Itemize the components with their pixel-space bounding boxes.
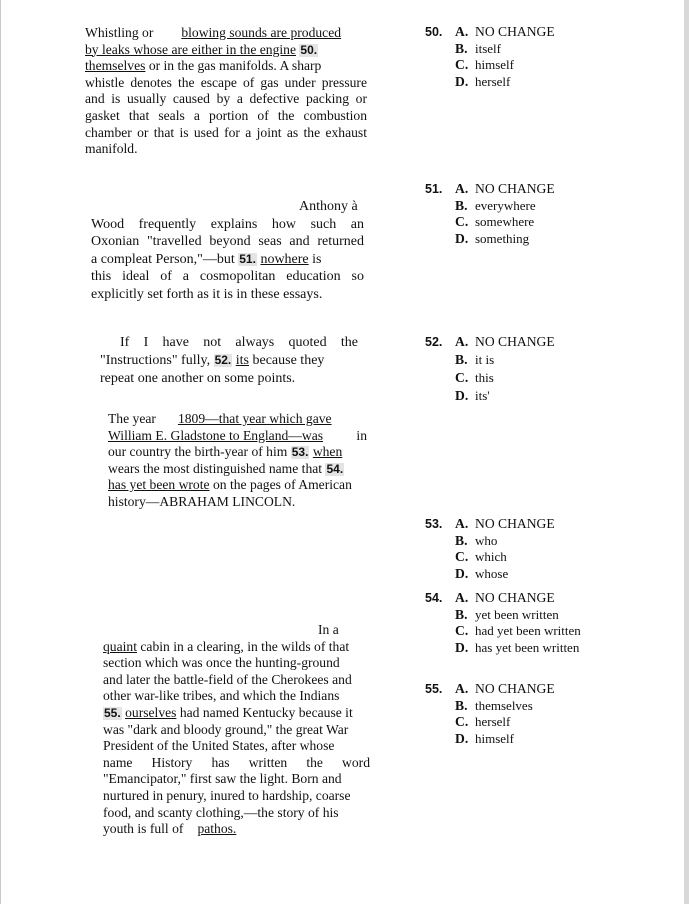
passage-line <box>100 352 358 370</box>
option-text: everywhere <box>475 197 536 213</box>
question-block-51 <box>425 181 555 247</box>
underlined-text: ourselves <box>125 704 177 720</box>
underlined-text: William E. Gladstone to England—was <box>108 427 324 443</box>
option-letter: A. <box>455 24 469 39</box>
option-text: yet been written <box>475 606 559 622</box>
page-right-edge <box>684 0 689 904</box>
passage-line: this ideal of a cosmopolitan education so <box>91 269 364 285</box>
option-letter: B. <box>455 40 468 56</box>
passage-line: other war-like tribes, and which the Indians <box>103 688 340 704</box>
question-marker-50[interactable]: 50. <box>300 42 318 57</box>
question-number: 54. <box>425 591 443 605</box>
passage-line: food, and scanty clothing,—the story of his <box>103 804 339 820</box>
passage-line <box>91 198 364 216</box>
passage-paragraph-2 <box>91 198 364 304</box>
option-letter: A. <box>455 181 469 196</box>
passage-line: explicitly set forth as it is in these essays. <box>91 286 323 302</box>
passage-line: and later the battle-field of the Cherokees and <box>103 671 352 687</box>
option-c[interactable] <box>425 369 555 387</box>
passage-text: had named Kentucky because it <box>179 704 353 720</box>
option-text: NO CHANGE <box>475 681 555 696</box>
option-d[interactable] <box>425 74 555 91</box>
option-a[interactable] <box>425 333 555 351</box>
option-c[interactable] <box>425 623 581 640</box>
option-b[interactable] <box>425 533 555 550</box>
option-text: NO CHANGE <box>475 516 555 531</box>
passage-line <box>108 477 367 494</box>
option-d[interactable] <box>425 387 555 405</box>
option-letter: A. <box>455 516 469 531</box>
option-letter: A. <box>455 681 469 696</box>
passage-line: gasket that seals a portion of the combustion <box>85 107 367 123</box>
underlined-text: nowhere <box>260 251 309 267</box>
passage-line: Oxonian "travelled beyond seas and returned <box>91 234 364 250</box>
underlined-text: pathos. <box>197 821 237 837</box>
passage-text: wears the most distinguished name that <box>108 460 323 476</box>
option-text: herself <box>475 714 511 729</box>
option-d[interactable] <box>425 566 555 583</box>
underlined-text: quaint <box>103 638 137 654</box>
option-text: himself <box>475 57 514 72</box>
passage-line: repeat one another on some points. <box>100 371 296 386</box>
underlined-text: blowing sounds are produced <box>181 25 342 40</box>
passage-paragraph-1 <box>85 25 367 158</box>
option-c[interactable] <box>425 57 555 74</box>
question-marker-55[interactable]: 55. <box>104 705 121 720</box>
underlined-text: 1809—that year which gave <box>177 411 332 426</box>
option-text: who <box>475 532 498 548</box>
option-text: its' <box>475 388 490 403</box>
option-c[interactable] <box>425 549 555 566</box>
question-block-53 <box>425 516 555 582</box>
option-text: this <box>475 370 494 385</box>
option-d[interactable] <box>425 640 581 657</box>
passage-line <box>108 428 367 445</box>
option-c[interactable] <box>425 214 555 231</box>
option-letter: D. <box>455 565 469 581</box>
passage-line: name History has written the word <box>103 754 370 770</box>
question-marker-53[interactable]: 53. <box>291 445 309 460</box>
option-b[interactable] <box>425 41 555 58</box>
option-letter: B. <box>455 532 468 548</box>
passage-line: President of the United States, after whose <box>103 738 335 754</box>
passage-text: in <box>356 427 367 443</box>
passage-line <box>108 444 367 461</box>
option-text: herself <box>475 73 511 89</box>
option-a[interactable] <box>425 590 581 607</box>
passage-text: is <box>312 251 322 267</box>
passage-line <box>85 42 367 59</box>
passage-paragraph-3 <box>100 334 358 388</box>
underlined-text: themselves <box>85 58 146 74</box>
passage-line <box>91 251 364 269</box>
option-letter: C. <box>455 370 469 385</box>
question-block-55 <box>425 681 555 747</box>
passage-line: history—ABRAHAM LINCOLN. <box>108 493 296 509</box>
option-b[interactable] <box>425 698 555 715</box>
option-c[interactable] <box>425 714 555 731</box>
option-letter: B. <box>455 197 468 213</box>
option-letter: C. <box>455 714 469 729</box>
option-text: themselves <box>475 697 533 713</box>
passage-text: cabin in a clearing, in the wilds of that <box>140 638 350 654</box>
option-letter: D. <box>455 388 469 403</box>
passage-text: In a <box>318 622 339 637</box>
passage-line: If I have not always quoted the <box>120 335 358 350</box>
option-d[interactable] <box>425 231 555 248</box>
option-letter: A. <box>455 590 469 605</box>
question-block-52 <box>425 333 555 405</box>
option-b[interactable] <box>425 351 555 369</box>
option-d[interactable] <box>425 731 555 748</box>
question-number: 53. <box>425 517 443 531</box>
passage-text: because they <box>252 353 325 368</box>
question-number: 55. <box>425 682 443 696</box>
question-marker-52[interactable]: 52. <box>214 353 232 367</box>
question-marker-54[interactable]: 54. <box>326 461 344 476</box>
passage-line: manifold. <box>85 141 138 157</box>
option-letter: B. <box>455 606 468 622</box>
passage-paragraph-4 <box>108 411 367 511</box>
page-left-edge <box>0 0 1 904</box>
option-text: something <box>475 230 530 246</box>
option-text: NO CHANGE <box>475 590 555 605</box>
option-letter: B. <box>455 697 468 713</box>
question-block-50 <box>425 24 555 90</box>
passage-text: The year <box>108 411 156 426</box>
option-letter: D. <box>455 73 469 89</box>
passage-line <box>103 639 370 656</box>
option-text: NO CHANGE <box>475 181 555 196</box>
question-number: 51. <box>425 182 443 196</box>
option-letter: C. <box>455 57 469 72</box>
option-letter: C. <box>455 623 469 638</box>
option-a[interactable] <box>425 516 555 533</box>
question-number: 52. <box>425 335 443 349</box>
option-letter: A. <box>455 334 469 349</box>
passage-line <box>103 705 370 722</box>
passage-paragraph-5 <box>103 622 370 838</box>
underlined-text: when <box>312 444 343 460</box>
passage-line: Wood frequently explains how such an <box>91 216 364 232</box>
passage-line <box>85 25 367 42</box>
option-text: has yet been written <box>475 639 580 655</box>
passage-text: Whistling or <box>85 25 154 40</box>
option-text: which <box>475 549 507 564</box>
option-letter: D. <box>455 230 469 246</box>
question-number: 50. <box>425 25 443 39</box>
passage-text: or in the gas manifolds. A sharp <box>148 58 322 74</box>
option-letter: D. <box>455 639 469 655</box>
passage-line: section which was once the hunting-ground <box>103 655 340 671</box>
option-text: it is <box>475 352 495 367</box>
option-text: somewhere <box>475 214 535 229</box>
option-letter: C. <box>455 214 469 229</box>
option-letter: C. <box>455 549 469 564</box>
passage-text: on the pages of American <box>212 477 352 493</box>
passage-line: was "dark and bloody ground," the great War <box>103 721 349 737</box>
passage-line: whistle denotes the escape of gas under pressure <box>85 74 367 90</box>
option-text: himself <box>475 730 514 746</box>
option-text: itself <box>475 40 501 56</box>
question-block-54 <box>425 590 581 656</box>
passage-text: Anthony à <box>299 199 358 214</box>
passage-text: a compleat Person,"—but <box>91 251 235 267</box>
passage-line <box>85 58 367 75</box>
passage-line: nurtured in penury, inured to hardship, coarse <box>103 787 351 803</box>
passage-line <box>108 411 367 428</box>
underlined-text: by leaks whose are either in the engine <box>85 41 297 57</box>
option-letter: D. <box>455 730 469 746</box>
option-text: whose <box>475 565 509 581</box>
question-marker-51[interactable]: 51. <box>239 251 256 266</box>
option-a[interactable] <box>425 681 555 698</box>
passage-line: and is usually caused by a defective packing or <box>85 91 367 107</box>
option-a[interactable] <box>425 181 555 198</box>
passage-line <box>108 461 367 478</box>
passage-line: chamber or that is used for a joint as the exhaust <box>85 124 367 140</box>
option-text: NO CHANGE <box>475 24 555 39</box>
passage-text: youth is full of <box>103 821 184 837</box>
passage-text: "Instructions" fully, <box>100 353 211 368</box>
option-b[interactable] <box>425 198 555 215</box>
option-text: had yet been written <box>475 623 581 638</box>
underlined-text: its <box>235 353 249 368</box>
passage-line <box>103 622 370 639</box>
option-text: NO CHANGE <box>475 334 555 349</box>
option-a[interactable] <box>425 24 555 41</box>
passage-text: our country the birth-year of him <box>108 444 288 460</box>
underlined-text: has yet been wrote <box>108 477 210 493</box>
passage-line: "Emancipator," first saw the light. Born and <box>103 771 342 787</box>
option-b[interactable] <box>425 607 581 624</box>
option-letter: B. <box>455 352 468 367</box>
passage-line <box>103 821 370 838</box>
